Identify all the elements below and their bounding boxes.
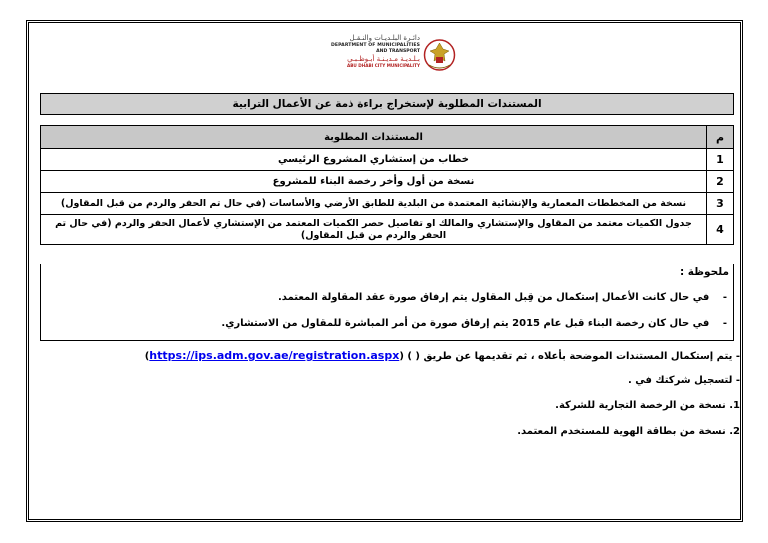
dept-en-2: AND TRANSPORT [376,48,420,54]
table-row [41,149,734,171]
notes-title: ملحوظة : [679,266,729,278]
instruction-text: يتم إستكمال المستندات الموضحة بأعلاه ، ثم تقديمها عن طريق ( ) ( [399,351,733,362]
instruction-text: لتسجيل شركتك في . [627,375,733,386]
note-text: في حال كانت الأعمال إستكمال من قِبل المقاول يتم إرفاق صورة عقد المقاولة المعتمد. [278,292,710,303]
muni-ar: بـلـديـة مـديـنـة أبـوظـبـي [347,55,420,64]
note-item [221,318,727,329]
instruction-item-2 [517,426,740,437]
instruction-end: ) [144,351,150,362]
row-text: جدول الكميات معتمد من المقاول والإستشاري والمالك او تفاصيل حصر الكميات المعتمد من الإستشاري لأعمال الحفر والردم (في حال تم الحفر والردم من قبل المقاول) [41,215,707,245]
falcon-emblem-icon [423,35,456,75]
logo-text [328,35,420,68]
muni-en: ABU DHABI CITY MUNICIPALITY [347,63,420,69]
table-row [41,215,734,245]
instruction-dash: - [735,351,740,362]
item-num: 1. [729,400,740,411]
table-row [41,171,734,193]
registration-link[interactable]: https://ips.adm.gov.ae/registration.aspx [149,349,400,362]
header-num: م [707,126,734,149]
page-title: المستندات المطلوبة لإستخراج براءة ذمة عن الأعمال الترابية [40,93,734,115]
table-row [41,193,734,215]
item-num: 2. [729,426,740,437]
instruction-dash: - [735,375,740,386]
dept-en-1: DEPARTMENT OF MUNICIPALITIES [330,43,420,48]
instruction-line-2 [628,375,740,386]
note-dash: - [722,292,727,303]
row-num: 4 [707,215,734,245]
instruction-item-1 [555,400,740,411]
row-text: خطاب من إستشاري المشروع الرئيسي [41,149,707,171]
table-header-row [41,126,734,149]
header-docs: المستندات المطلوبة [41,126,707,149]
documents-table [40,125,734,245]
row-num: 2 [707,171,734,193]
row-text: نسخة من أول وأخر رخصة البناء للمشروع [41,171,707,193]
item-text: نسخة من الرخصة التجارية للشركة. [555,400,726,411]
note-text: في حال كان رخصة البناء قبل عام 2015 يتم إرفاق صورة من أمر المباشرة للمقاول من الاستشاري. [221,318,710,329]
dept-ar: دائـرة البلـديـات والنـقـل [349,34,420,42]
row-text: نسخة من المخططات المعمارية والإنشائية المعتمدة من البلدية للطابق الأرضي والأساسات (في حال تم الحفر والردم من قبل المقاول) [41,193,707,215]
instruction-line-1 [145,349,740,362]
header-logo [328,35,458,80]
notes-section [40,264,734,341]
row-num: 1 [707,149,734,171]
note-dash: - [722,318,727,329]
item-text: نسخة من بطاقة الهوية للمستخدم المعتمد. [517,426,726,437]
row-num: 3 [707,193,734,215]
note-item [278,292,727,303]
